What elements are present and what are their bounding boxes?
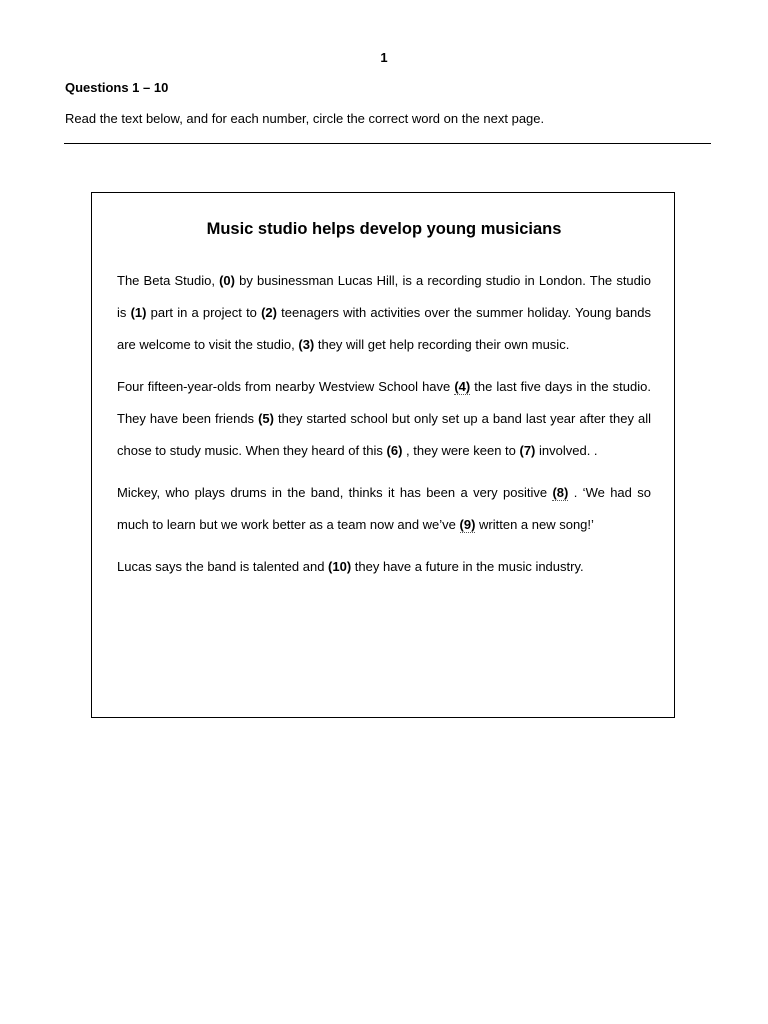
text-run: teenagers with activities over the summer holiday. Young bands are welcome to visit the studio, [117, 305, 652, 352]
gap-number-4: (4) [454, 379, 471, 394]
gap-number-1: (1) [130, 305, 147, 320]
text-run: the last five days in the studio. They have been friends [117, 379, 651, 426]
text-run: they will get help recording their own music. [314, 337, 570, 352]
gap-number-8: (8) [552, 485, 569, 500]
text-run: they started school but only set up a band last year after they all chose to study music. When they heard of this [117, 411, 651, 458]
paragraph-1 [117, 265, 651, 361]
text-run: involved. . [535, 443, 598, 458]
text-run: , they were keen to [402, 443, 520, 458]
paragraph-3 [117, 477, 651, 541]
section-heading: Questions 1 – 10 [65, 80, 169, 95]
text-run: . ‘We had so much to learn but we work better as a team now and we’ve [117, 485, 651, 532]
gap-number-6: (6) [386, 443, 403, 458]
gap-number-0: (0) [219, 273, 235, 288]
article-title: Music studio helps develop young musicians [206, 220, 562, 238]
article-box [91, 192, 675, 718]
gap-number-9: (9) [459, 517, 476, 532]
text-run: Mickey, who plays drums in the band, thinks it has been a very positive [117, 485, 553, 500]
text-run: The Beta Studio, [117, 273, 220, 288]
page-number: 1 [380, 50, 388, 65]
paragraph-4 [117, 551, 651, 583]
gap-number-2: (2) [261, 305, 277, 320]
gap-number-5: (5) [258, 411, 274, 426]
gap-number-10: (10) [328, 559, 352, 574]
text-run: Lucas says the band is talented and [117, 559, 329, 574]
text-run: part in a project to [146, 305, 262, 320]
article-body [117, 265, 651, 593]
text-run: written a new song!’ [475, 517, 594, 532]
paragraph-2 [117, 371, 651, 467]
gap-number-3: (3) [298, 337, 315, 352]
horizontal-divider [64, 143, 711, 144]
text-run: by businessman Lucas Hill, is a recording studio in London. The studio is [117, 273, 652, 320]
text-run: Four fifteen-year-olds from nearby Westview School have [117, 379, 455, 394]
text-run: they have a future in the music industry. [351, 559, 584, 574]
gap-number-7: (7) [519, 443, 536, 458]
instructions-text: Read the text below, and for each number, circle the correct word on the next page. [65, 111, 545, 126]
